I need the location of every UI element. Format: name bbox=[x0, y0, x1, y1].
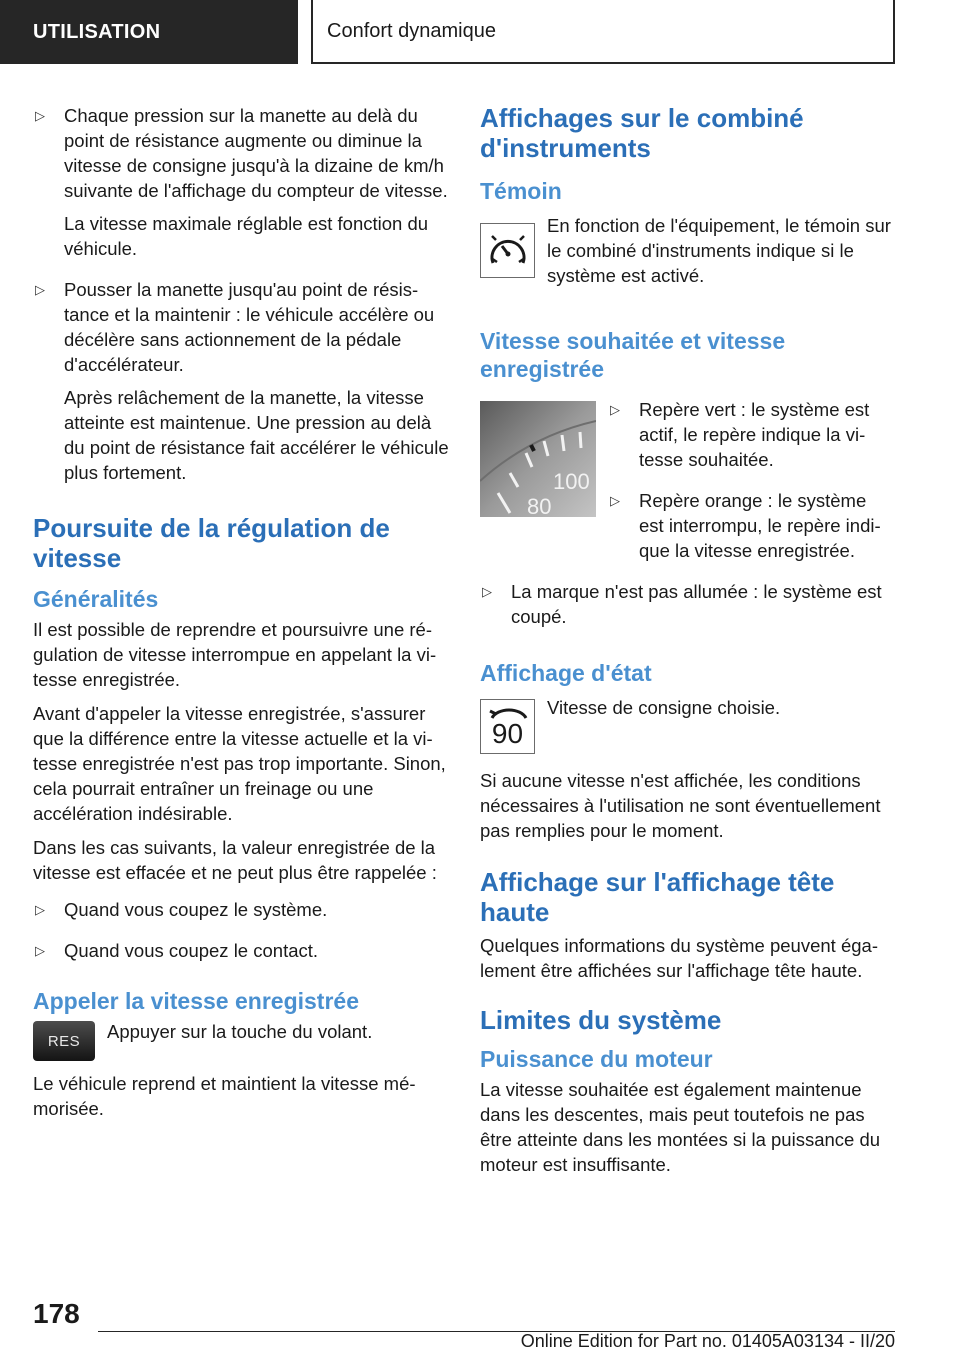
paragraph: Appuyer sur la touche du volant. bbox=[107, 1021, 373, 1042]
bullet-text: La marque n'est pas allumée : le système est coupé. bbox=[511, 581, 882, 627]
bullet-text: Pousser la manette jusqu'au point de résistance et la maintenir : le véhicule accélère ou décélère sans actionnement de la pédale d'accélérateur. bbox=[64, 279, 435, 375]
heading-affichages: Affichages sur le combiné d'instruments bbox=[480, 103, 804, 163]
page-number: 178 bbox=[33, 1298, 80, 1329]
chapter-tab bbox=[311, 0, 895, 64]
triangle-bullet-icon: ▷ bbox=[610, 493, 620, 508]
triangle-bullet-icon: ▷ bbox=[35, 943, 45, 958]
left-column bbox=[33, 103, 449, 1130]
list-item bbox=[33, 897, 449, 930]
triangle-bullet-icon: ▷ bbox=[35, 282, 45, 297]
list-item bbox=[33, 277, 449, 493]
triangle-bullet-icon: ▷ bbox=[35, 108, 45, 123]
heading-etat: Affichage d'état bbox=[480, 660, 652, 686]
speed-value: 90 bbox=[491, 717, 524, 749]
bullet-text: Quand vous coupez le contact. bbox=[64, 940, 319, 961]
res-button-row bbox=[33, 1019, 449, 1061]
res-button-icon bbox=[33, 1021, 95, 1061]
bullet-text: Quand vous coupez le système. bbox=[64, 899, 328, 920]
bullet-text: La vitesse maximale réglable est fonction du véhicule. bbox=[64, 213, 429, 259]
heading-appeler: Appeler la vitesse enregistrée bbox=[33, 988, 359, 1014]
speedometer-image bbox=[480, 401, 596, 517]
section-tab bbox=[0, 0, 298, 64]
speed-marker-row bbox=[480, 397, 894, 579]
speed-display-icon bbox=[480, 699, 535, 754]
heading-temoin: Témoin bbox=[480, 178, 562, 204]
paragraph: Dans les cas suivants, la valeur enregistrée de la vitesse est effacée et ne peut plus être rappelée : bbox=[33, 837, 437, 883]
chapter-title: Confort dynamique bbox=[327, 19, 496, 42]
triangle-bullet-icon: ▷ bbox=[482, 584, 492, 599]
paragraph: Vitesse de consigne choisie. bbox=[547, 697, 781, 718]
paragraph: Le véhicule reprend et maintient la vitesse mémorisée. bbox=[33, 1073, 416, 1119]
paragraph: La vitesse souhaitée est également maintenue dans les descentes, mais peut toutefois ne pas être atteinte dans les montées si la puissance du moteur est insuffisante. bbox=[480, 1079, 881, 1175]
cruise-control-icon bbox=[480, 223, 535, 278]
list-item bbox=[608, 397, 894, 480]
triangle-bullet-icon: ▷ bbox=[610, 402, 620, 417]
section-title: UTILISATION bbox=[33, 20, 161, 43]
list-item bbox=[608, 488, 894, 571]
paragraph: Quelques informations du système peuvent également être affichées sur l'affichage tête haute. bbox=[480, 935, 878, 981]
right-column bbox=[480, 103, 894, 1186]
paragraph: Si aucune vitesse n'est affichée, les conditions nécessaires à l'utilisation ne sont éventuellement pas remplies pour le moment. bbox=[480, 770, 881, 841]
heading-hud: Affichage sur l'affichage tête haute bbox=[480, 867, 835, 927]
list-item bbox=[33, 938, 449, 971]
res-label: RES bbox=[47, 1032, 81, 1050]
bullet-text: Chaque pression sur la manette au delà du point de résistance augmente ou diminue la vitesse de consigne jusqu'à la dizaine de km/h suivante de l'affichage du compteur de vitesse. bbox=[64, 105, 448, 201]
bullet-text: Repère vert : le système est actif, le repère indique la vitesse souhaitée. bbox=[639, 399, 870, 470]
etat-row bbox=[480, 695, 894, 754]
gauge-label-80: 80 bbox=[527, 494, 552, 517]
bullet-text: Repère orange : le système est interrompu, le repère indique la vitesse enregistrée. bbox=[639, 490, 881, 561]
heading-puissance: Puissance du moteur bbox=[480, 1046, 713, 1072]
list-item bbox=[480, 579, 894, 637]
temoin-row bbox=[480, 213, 894, 297]
heading-poursuite: Poursuite de la régulation de vitesse bbox=[33, 513, 390, 573]
bullet-text: Après relâchement de la manette, la vitesse atteinte est maintenue. Une pression au delà du point de résistance fait accélérer le véhicule plus fortement. bbox=[64, 387, 449, 483]
triangle-bullet-icon: ▷ bbox=[35, 902, 45, 917]
gauge-label-100: 100 bbox=[553, 469, 590, 494]
list-item bbox=[33, 103, 449, 269]
paragraph: Il est possible de reprendre et poursuivre une régulation de vitesse interrompue en appelant la vitesse enregistrée. bbox=[33, 619, 437, 690]
edition-text: Online Edition for Part no. 01405A03134 - II/20 bbox=[520, 1331, 895, 1351]
paragraph: Avant d'appeler la vitesse enregistrée, s'assurer que la différence entre la vitesse actuelle et la vitesse enregistrée n'est pas trop importante. Sinon, cela pourrait entraîner un freinage ou une accélération indésirable. bbox=[33, 703, 446, 824]
paragraph: En fonction de l'équipement, le témoin sur le combiné d'instruments indique si le système est activé. bbox=[547, 215, 891, 286]
heading-generalites: Généralités bbox=[33, 586, 159, 612]
heading-vitesse: Vitesse souhaitée et vitesse enregistrée bbox=[480, 328, 786, 382]
heading-limites: Limites du système bbox=[480, 1005, 722, 1035]
